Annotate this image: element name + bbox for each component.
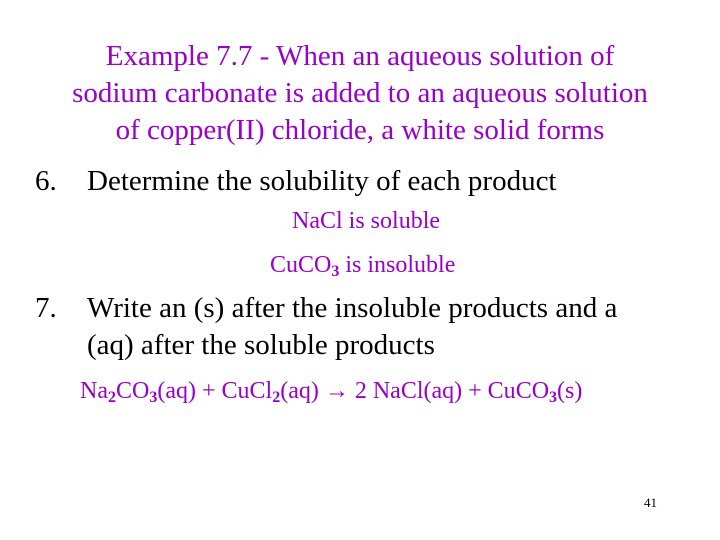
cuco3-solubility: CuCO$_3$ is insoluble [270, 252, 456, 280]
step-7-line-1: Write an (s) after the insoluble products and a [87, 292, 618, 324]
title-line-2: sodium carbonate is added to an aqueous solution [72, 77, 648, 109]
step-7-number: 7. [35, 292, 57, 324]
step-6-text [87, 163, 687, 200]
page-number: 41 [644, 495, 657, 510]
step-6-number: 6. [35, 165, 57, 197]
reaction-arrow-icon: → [324, 378, 349, 404]
title-line-3: of copper(II) chloride, a white solid forms [115, 114, 605, 146]
step-7-text [87, 290, 687, 364]
nacl-solubility: NaCl is soluble [292, 208, 441, 234]
slide-title [20, 38, 700, 149]
balanced-equation: $Na_2CO_3(aq)$ + CuCl$_2$(aq) → 2 NaCl(aq) + CuCO$_3$(s) [80, 378, 583, 406]
title-line-1: Example 7.7 - When an aqueous solution of [105, 40, 615, 72]
step-6-line-1: Determine the solubility of each product [87, 165, 557, 197]
step-7-line-2: (aq) after the soluble products [87, 329, 435, 361]
